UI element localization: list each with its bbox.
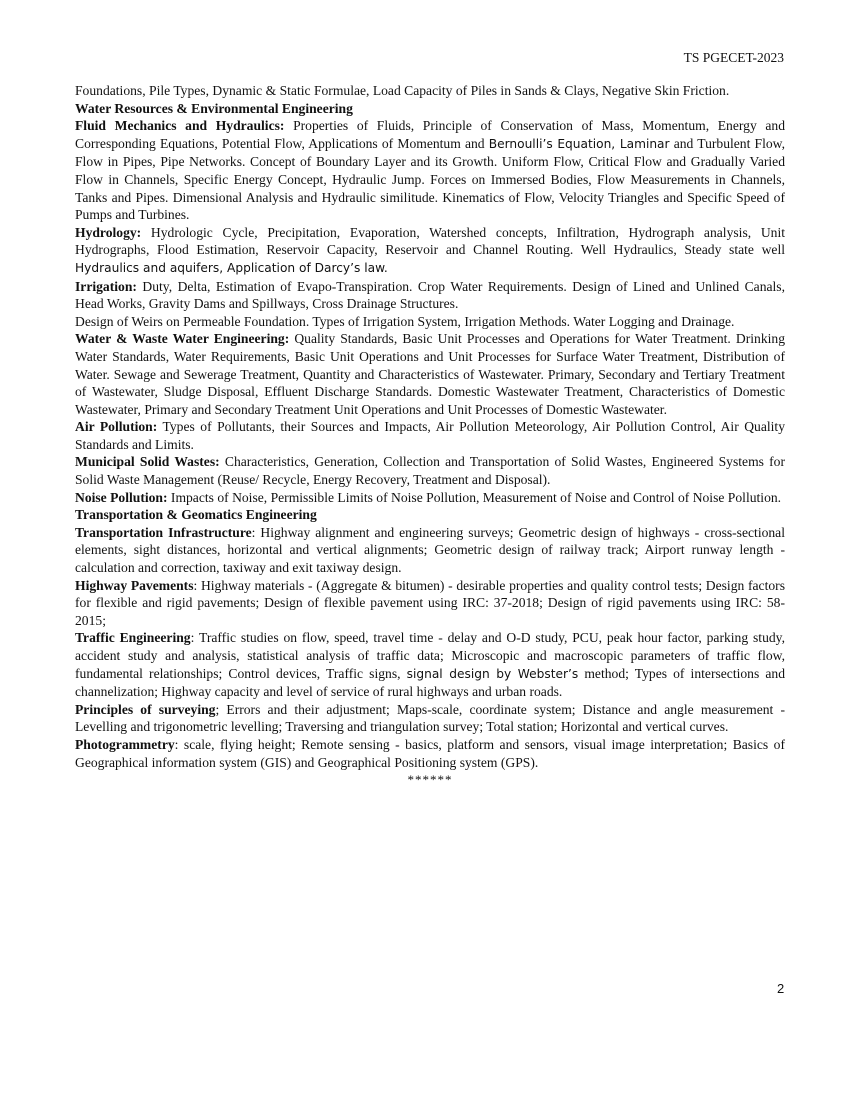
topic-text: Characteristics, Generation, Collection and Transportation of Solid Wastes, Engineered Systems for Solid Waste Management (Reuse/ Recycle, Energy Recovery, Treatment and Disposal). <box>75 454 785 488</box>
topic-label: Traffic Engineering <box>75 630 191 646</box>
topic-text: ; Errors and their adjustment; Maps-scale, coordinate system; Distance and angle measurement - Levelling and trigonometric levelling; Traversing and triangulation survey; Total station; Horizontal and vertical curves. <box>75 701 785 735</box>
air-pollution-paragraph <box>75 418 785 453</box>
topic-text: signal design by Webster’s <box>406 666 579 681</box>
highway-pavements-paragraph <box>75 577 785 630</box>
foundations-paragraph: Foundations, Pile Types, Dynamic & Static Formulae, Load Capacity of Piles in Sands & Clays, Negative Skin Friction. <box>75 83 730 98</box>
end-marker: ****** <box>407 772 453 788</box>
document-header: TS PGECET-2023 <box>683 50 784 65</box>
irrigation-paragraph <box>75 278 785 313</box>
topic-text: Impacts of Noise, Permissible Limits of Noise Pollution, Measurement of Noise and Control of Noise Pollution. <box>167 489 782 505</box>
topic-text: method; Types of intersections and channelization; Highway capacity and level of service of rural highways and urban roads. <box>75 665 785 700</box>
topic-label: Air Pollution: <box>75 419 158 435</box>
page-number: 2 <box>777 981 785 996</box>
topic-text: Duty, Delta, Estimation of Evapo-Transpiration. Crop Water Requirements. Design of Lined and Unlined Canals, Head Works, Gravity Dams and Spillways, Cross Drainage Structures. <box>75 278 785 312</box>
topic-label: Highway Pavements <box>75 577 194 593</box>
topic-label: Hydrology: <box>75 224 142 240</box>
topic-text: Properties of Fluids, Principle of Conservation of Mass, Momentum, Energy and Corresponding Equations, Potential Flow, Applications of Momentum and <box>75 118 785 151</box>
topic-label: Municipal Solid Wastes: <box>75 454 220 470</box>
topic-text: : Highway alignment and engineering surveys; Geometric design of highways - cross-sectional elements, sight distances, horizontal and vertical alignments; Geometric design of railway track; Airport runway length - calculation and correction, taxiway and exit taxiway design. <box>75 524 785 576</box>
topic-text: Bernoulli’s Equation, Laminar <box>488 136 670 151</box>
topic-label: Water & Waste Water Engineering: <box>75 331 290 347</box>
photogrammetry-paragraph <box>75 736 785 771</box>
transportation-infrastructure-paragraph <box>75 524 785 577</box>
hydrology-paragraph <box>75 224 785 278</box>
topic-text: : Highway materials - (Aggregate & bitumen) - desirable properties and quality control tests; Design factors for flexible and rigid pavements; Design of flexible pavement using IRC: 37-2018; Design of rigid pavements using IRC: 58-2015; <box>75 577 785 628</box>
noise-pollution-paragraph <box>75 489 785 507</box>
topic-text: and Turbulent Flow, Flow in Pipes, Pipe Networks. Concept of Boundary Layer and its Growth. Uniform Flow, Critical Flow and Gradually Varied Flow in Channels, Specific Energy Concept, Hydraulic Jump. Forces on Immersed Bodies, Flow Measurements in Channels, Tanks and Pipes. Dimensional Analysis and Hydraulic similitude. Kinematics of Flow, Velocity Triangles and Specific Speed of Pumps and Turbines. <box>75 135 786 223</box>
topic-text: Hydrologic Cycle, Precipitation, Evaporation, Watershed concepts, Infiltration, Hydrograph analysis, Unit Hydrographs, Flood Estimation, Reservoir Capacity, Reservoir and Channel Routing. Well Hydraulics, Steady state well <box>75 224 785 258</box>
syllabus-content <box>75 82 785 789</box>
topic-label: Transportation Infrastructure <box>75 524 252 540</box>
water-waste-paragraph <box>75 330 785 418</box>
topic-text: Types of Pollutants, their Sources and Impacts, Air Pollution Meteorology, Air Pollution Control, Air Quality Standards and Limits. <box>75 419 785 452</box>
topic-text: : scale, flying height; Remote sensing - basics, platform and sensors, visual image interpretation; Basics of Geographical information system (GIS) and Geographical Positioning system (GPS). <box>75 736 785 770</box>
solid-wastes-paragraph <box>75 453 785 488</box>
weirs-paragraph: Design of Weirs on Permeable Foundation. Types of Irrigation System, Irrigation Methods. Water Logging and Drainage. <box>75 313 735 329</box>
section-heading-water-resources: Water Resources & Environmental Engineering <box>75 100 353 116</box>
topic-text: Quality Standards, Basic Unit Processes and Operations for Water Treatment. Drinking Water Standards, Water Requirements, Basic Unit Operations and Unit Processes for Surface Water Treatment, Distribution of Water. Sewage and Sewerage Treatment, Quantity and Characteristics of Wastewater. Primary, Secondary and Tertiary Treatment of Wastewater, Sludge Disposal, Effluent Discharge Standards. Domestic Wastewater Treatment, Characteristics of Domestic Wastewater, Primary and Secondary Treatment Unit Operations and Unit Processes of Domestic Wastewater. <box>75 331 786 417</box>
topic-label: Noise Pollution: <box>75 489 168 505</box>
fluid-mechanics-paragraph <box>75 117 785 224</box>
topic-label: Irrigation: <box>75 278 137 294</box>
surveying-paragraph <box>75 701 785 736</box>
topic-label: Principles of surveying <box>75 701 216 717</box>
topic-label: Fluid Mechanics and Hydraulics: <box>75 118 285 134</box>
topic-label: Photogrammetry <box>75 736 175 752</box>
topic-text: Hydraulics and aquifers, Application of Darcy’s law. <box>75 260 388 275</box>
section-heading-transportation: Transportation & Geomatics Engineering <box>75 507 317 523</box>
traffic-engineering-paragraph <box>75 629 785 700</box>
topic-text: : Traffic studies on flow, speed, travel time - delay and O-D study, PCU, peak hour factor, parking study, accident study and analysis, statistical analysis of traffic data; Microscopic and macroscopic parameters of traffic flow, fundamental relationships; Control devices, Traffic signs, <box>75 630 785 681</box>
